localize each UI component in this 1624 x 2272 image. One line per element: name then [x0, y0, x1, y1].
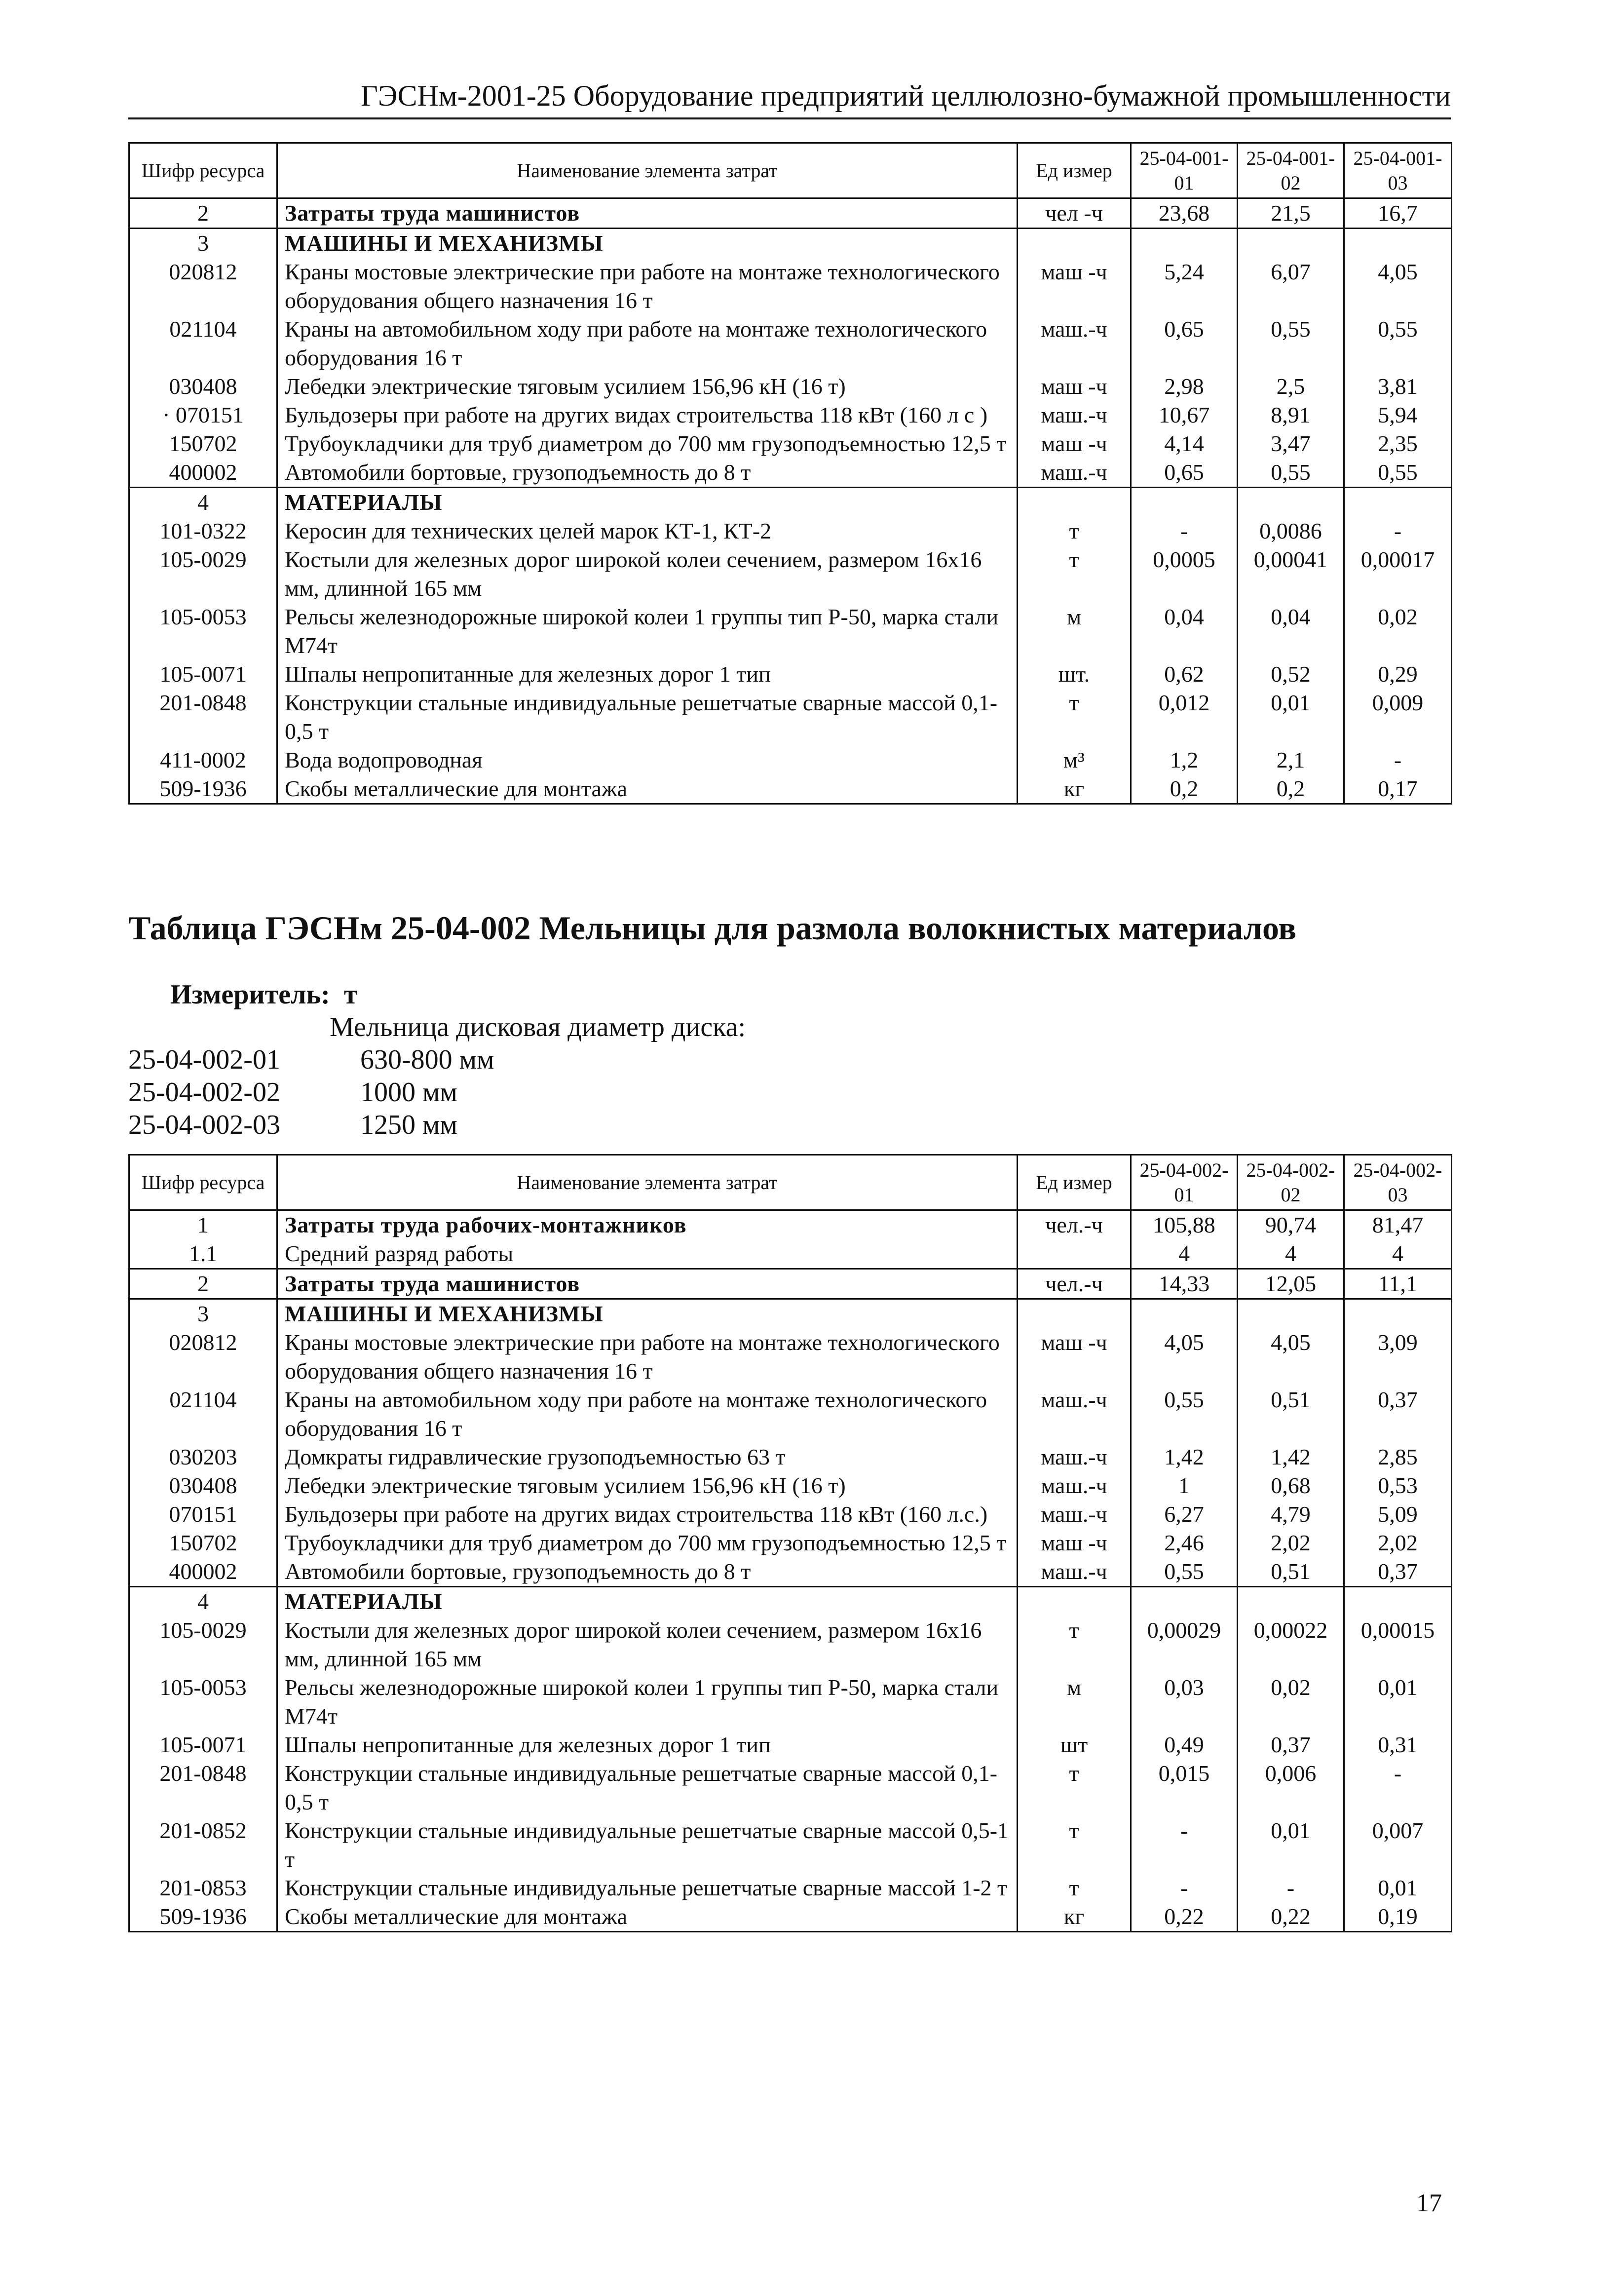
- cost-element-name-cell: Автомобили бортовые, грузоподъемность до 8 т: [277, 1557, 1018, 1587]
- resource-code-cell: 020812: [129, 258, 277, 315]
- unit-cell: чел -ч: [1018, 198, 1131, 229]
- resource-code-cell: 021104: [129, 315, 277, 372]
- norm-value-cell: [1131, 1587, 1238, 1617]
- meter-label: Измеритель:: [170, 979, 330, 1010]
- cost-element-name-cell: Трубоукладчики для труб диаметром до 700 мм грузоподъемностью 12,5 т: [277, 1529, 1018, 1557]
- cost-element-name-cell: Лебедки электрические тяговым усилием 156,96 кН (16 т): [277, 372, 1018, 401]
- norm-value-cell: 5,94: [1344, 401, 1452, 429]
- norm-value-cell: 0,65: [1131, 315, 1238, 372]
- norm-value-cell: 3,47: [1238, 429, 1344, 458]
- norm-value-cell: 1,2: [1131, 746, 1238, 774]
- col-header-norm-1: 25-04-001-01: [1131, 143, 1238, 198]
- norm-value-cell: 8,91: [1238, 401, 1344, 429]
- cost-element-name-cell: Краны мостовые электрические при работе на монтаже технологического оборудования общего назначения 16 т: [277, 258, 1018, 315]
- table-row: [129, 198, 1452, 229]
- norm-value-cell: 3,81: [1344, 372, 1452, 401]
- unit-cell: м: [1018, 603, 1131, 660]
- norm-value-cell: 4,05: [1238, 1328, 1344, 1386]
- table-row: [129, 1210, 1452, 1240]
- resource-code-cell: 030203: [129, 1443, 277, 1471]
- norm-value-cell: 0,37: [1344, 1557, 1452, 1587]
- norm-value-cell: 0,17: [1344, 774, 1452, 804]
- unit-cell: м³: [1018, 746, 1131, 774]
- cost-element-name-cell: Затраты труда машинистов: [277, 198, 1018, 229]
- norm-value-cell: 2,1: [1238, 746, 1344, 774]
- cost-element-name-cell: Вода водопроводная: [277, 746, 1018, 774]
- norm-value-cell: 105,88: [1131, 1210, 1238, 1240]
- cost-element-name-cell: Краны на автомобильном ходу при работе на монтаже технологического оборудования 16 т: [277, 1386, 1018, 1443]
- norm-value-cell: 0,00029: [1131, 1616, 1238, 1673]
- col-header-unit: Ед измер: [1018, 1155, 1131, 1210]
- norm-value-cell: -: [1344, 1759, 1452, 1816]
- unit-cell: маш -ч: [1018, 1529, 1131, 1557]
- norm-value-cell: 0,02: [1344, 603, 1452, 660]
- cost-element-name-cell: Костыли для железных дорог широкой колеи сечением, размером 16х16 мм, длинной 165 мм: [277, 545, 1018, 603]
- norm-value-cell: 0,012: [1131, 689, 1238, 746]
- table-row: [129, 1500, 1452, 1529]
- norm-value-cell: 0,68: [1238, 1471, 1344, 1500]
- norm-value-cell: 2,02: [1238, 1529, 1344, 1557]
- cost-element-name-cell: Шпалы непропитанные для железных дорог 1 тип: [277, 1731, 1018, 1759]
- table-row: [129, 1239, 1452, 1269]
- norm-value-cell: 0,02: [1238, 1673, 1344, 1731]
- variant-text: 1250 мм: [360, 1110, 457, 1140]
- cost-element-name-cell: Краны мостовые электрические при работе на монтаже технологического оборудования общего назначения 16 т: [277, 1328, 1018, 1386]
- norm-value-cell: 0,62: [1131, 660, 1238, 689]
- unit-cell: шт.: [1018, 660, 1131, 689]
- norm-value-cell: 0,2: [1238, 774, 1344, 804]
- variant-code: 25-04-002-01: [128, 1044, 280, 1075]
- cost-element-name-cell: Средний разряд работы: [277, 1239, 1018, 1269]
- variant-group-label: Мельница дисковая диаметр диска:: [330, 1012, 746, 1042]
- table-row: [129, 1328, 1452, 1386]
- table-row: [129, 1269, 1452, 1299]
- norm-value-cell: -: [1131, 1874, 1238, 1902]
- resource-code-cell: 030408: [129, 1471, 277, 1500]
- resource-code-cell: 400002: [129, 1557, 277, 1587]
- resource-code-cell: 3: [129, 229, 277, 258]
- table-row: [129, 1529, 1452, 1557]
- col-header-norm-2: 25-04-002-02: [1238, 1155, 1344, 1210]
- norm-value-cell: 0,31: [1344, 1731, 1452, 1759]
- norm-value-cell: 5,24: [1131, 258, 1238, 315]
- cost-element-name-cell: Затраты труда рабочих-монтажников: [277, 1210, 1018, 1240]
- norm-value-cell: 0,01: [1238, 1816, 1344, 1874]
- norm-value-cell: 0,19: [1344, 1902, 1452, 1932]
- norm-value-cell: [1344, 1587, 1452, 1617]
- unit-cell: [1018, 1239, 1131, 1269]
- norm-value-cell: [1344, 229, 1452, 258]
- norm-value-cell: 4,05: [1344, 258, 1452, 315]
- cost-element-name-cell: Трубоукладчики для труб диаметром до 700 мм грузоподъемностью 12,5 т: [277, 429, 1018, 458]
- norm-value-cell: 11,1: [1344, 1269, 1452, 1299]
- norm-value-cell: 0,04: [1238, 603, 1344, 660]
- cost-element-name-cell: МАТЕРИАЛЫ: [277, 1587, 1018, 1617]
- norm-value-cell: 0,22: [1131, 1902, 1238, 1932]
- norm-value-cell: 0,01: [1238, 689, 1344, 746]
- norm-value-cell: 0,55: [1131, 1557, 1238, 1587]
- cost-element-name-cell: Краны на автомобильном ходу при работе на монтаже технологического оборудования 16 т: [277, 315, 1018, 372]
- norm-value-cell: 0,00015: [1344, 1616, 1452, 1673]
- resource-code-cell: 021104: [129, 1386, 277, 1443]
- resource-code-cell: 3: [129, 1299, 277, 1329]
- norm-value-cell: 1,42: [1238, 1443, 1344, 1471]
- table-row: [129, 1386, 1452, 1443]
- variant-row: [128, 1043, 494, 1076]
- norm-value-cell: [1344, 488, 1452, 517]
- table-row: [129, 401, 1452, 429]
- cost-element-name-cell: Керосин для технических целей марок КТ-1, КТ-2: [277, 517, 1018, 545]
- unit-cell: [1018, 1587, 1131, 1617]
- norm-value-cell: 81,47: [1344, 1210, 1452, 1240]
- table-row: [129, 1587, 1452, 1617]
- resource-table-2: [128, 1154, 1452, 1932]
- resource-code-cell: 4: [129, 488, 277, 517]
- norm-value-cell: 6,07: [1238, 258, 1344, 315]
- norm-value-cell: -: [1131, 1816, 1238, 1874]
- unit-cell: чел.-ч: [1018, 1269, 1131, 1299]
- table-row: [129, 746, 1452, 774]
- norm-value-cell: 4: [1238, 1239, 1344, 1269]
- table-row: [129, 1731, 1452, 1759]
- cost-element-name-cell: Бульдозеры при работе на других видах строительства 118 кВт (160 л с ): [277, 401, 1018, 429]
- cost-element-name-cell: Конструкции стальные индивидуальные решетчатые сварные массой 0,1-0,5 т: [277, 1759, 1018, 1816]
- unit-cell: т: [1018, 1616, 1131, 1673]
- col-header-norm-1: 25-04-002-01: [1131, 1155, 1238, 1210]
- norm-value-cell: 2,35: [1344, 429, 1452, 458]
- resource-code-cell: 201-0853: [129, 1874, 277, 1902]
- unit-cell: маш.-ч: [1018, 1557, 1131, 1587]
- norm-value-cell: 4: [1344, 1239, 1452, 1269]
- unit-cell: т: [1018, 689, 1131, 746]
- cost-element-name-cell: Рельсы железнодорожные широкой колеи 1 группы тип Р-50, марка стали М74т: [277, 603, 1018, 660]
- norm-value-cell: 0,55: [1238, 458, 1344, 488]
- unit-cell: маш.-ч: [1018, 1471, 1131, 1500]
- cost-element-name-cell: Затраты труда машинистов: [277, 1269, 1018, 1299]
- norm-value-cell: 0,00041: [1238, 545, 1344, 603]
- norm-value-cell: 4,14: [1131, 429, 1238, 458]
- unit-cell: маш -ч: [1018, 1328, 1131, 1386]
- meter-unit: т: [343, 979, 358, 1010]
- norm-value-cell: 0,51: [1238, 1557, 1344, 1587]
- norm-value-cell: -: [1344, 746, 1452, 774]
- table-row: [129, 1759, 1452, 1816]
- col-header-norm-3: 25-04-002-03: [1344, 1155, 1452, 1210]
- norm-value-cell: 0,006: [1238, 1759, 1344, 1816]
- col-header-norm-3: 25-04-001-03: [1344, 143, 1452, 198]
- norm-value-cell: 0,55: [1131, 1386, 1238, 1443]
- cost-element-name-cell: Рельсы железнодорожные широкой колеи 1 группы тип Р-50, марка стали М74т: [277, 1673, 1018, 1731]
- table-row: [129, 315, 1452, 372]
- resource-code-cell: 2: [129, 1269, 277, 1299]
- table-row: [129, 258, 1452, 315]
- variant-row: [128, 1109, 494, 1141]
- norm-value-cell: [1238, 1299, 1344, 1329]
- norm-value-cell: 3,09: [1344, 1328, 1452, 1386]
- unit-cell: кг: [1018, 1902, 1131, 1932]
- resource-code-cell: 201-0848: [129, 689, 277, 746]
- resource-code-cell: 105-0029: [129, 1616, 277, 1673]
- resource-code-cell: 105-0053: [129, 603, 277, 660]
- norm-value-cell: 0,007: [1344, 1816, 1452, 1874]
- unit-cell: т: [1018, 545, 1131, 603]
- unit-cell: шт: [1018, 1731, 1131, 1759]
- meter-line: [170, 977, 357, 1012]
- norm-value-cell: [1238, 488, 1344, 517]
- norm-value-cell: 0,0005: [1131, 545, 1238, 603]
- cost-element-name-cell: Домкраты гидравлические грузоподъемностью 63 т: [277, 1443, 1018, 1471]
- variant-code: 25-04-002-02: [128, 1077, 280, 1108]
- variant-text: 630-800 мм: [360, 1044, 494, 1075]
- norm-value-cell: -: [1344, 517, 1452, 545]
- resource-code-cell: 105-0029: [129, 545, 277, 603]
- norm-value-cell: 1,42: [1131, 1443, 1238, 1471]
- table-row: [129, 660, 1452, 689]
- norm-value-cell: [1238, 229, 1344, 258]
- unit-cell: маш.-ч: [1018, 1443, 1131, 1471]
- unit-cell: маш.-ч: [1018, 1500, 1131, 1529]
- table-row: [129, 1616, 1452, 1673]
- unit-cell: т: [1018, 1816, 1131, 1874]
- norm-value-cell: 0,0086: [1238, 517, 1344, 545]
- norm-value-cell: 0,51: [1238, 1386, 1344, 1443]
- cost-element-name-cell: Бульдозеры при работе на других видах строительства 118 кВт (160 л.с.): [277, 1500, 1018, 1529]
- cost-element-name-cell: Скобы металлические для монтажа: [277, 774, 1018, 804]
- norm-value-cell: 2,98: [1131, 372, 1238, 401]
- table-row: [129, 488, 1452, 517]
- norm-value-cell: 2,46: [1131, 1529, 1238, 1557]
- cost-element-name-cell: Шпалы непропитанные для железных дорог 1 тип: [277, 660, 1018, 689]
- table-row: [129, 429, 1452, 458]
- cost-element-name-cell: Конструкции стальные индивидуальные решетчатые сварные массой 1-2 т: [277, 1874, 1018, 1902]
- resource-code-cell: 150702: [129, 429, 277, 458]
- page-number: 17: [1416, 2189, 1442, 2217]
- resource-code-cell: 201-0852: [129, 1816, 277, 1874]
- unit-cell: [1018, 1299, 1131, 1329]
- unit-cell: т: [1018, 517, 1131, 545]
- resource-code-cell: 2: [129, 198, 277, 229]
- resource-code-cell: 4: [129, 1587, 277, 1617]
- cost-element-name-cell: Костыли для железных дорог широкой колеи сечением, размером 16х16 мм, длинной 165 мм: [277, 1616, 1018, 1673]
- norm-value-cell: [1131, 229, 1238, 258]
- norm-value-cell: 0,55: [1344, 458, 1452, 488]
- norm-value-cell: [1344, 1299, 1452, 1329]
- resource-code-cell: 070151: [129, 1500, 277, 1529]
- resource-code-cell: 411-0002: [129, 746, 277, 774]
- col-header-code: Шифр ресурса: [129, 1155, 277, 1210]
- norm-value-cell: 12,05: [1238, 1269, 1344, 1299]
- variant-list: [128, 1043, 494, 1141]
- norm-value-cell: 0,55: [1344, 315, 1452, 372]
- norm-value-cell: 0,015: [1131, 1759, 1238, 1816]
- norm-value-cell: 0,37: [1238, 1731, 1344, 1759]
- cost-element-name-cell: МАТЕРИАЛЫ: [277, 488, 1018, 517]
- norm-value-cell: 0,009: [1344, 689, 1452, 746]
- norm-value-cell: 23,68: [1131, 198, 1238, 229]
- cost-element-name-cell: Конструкции стальные индивидуальные решетчатые сварные массой 0,1-0,5 т: [277, 689, 1018, 746]
- resource-code-cell: 150702: [129, 1529, 277, 1557]
- resource-code-cell: 030408: [129, 372, 277, 401]
- norm-value-cell: 0,00022: [1238, 1616, 1344, 1673]
- table-row: [129, 229, 1452, 258]
- unit-cell: т: [1018, 1874, 1131, 1902]
- table-row: [129, 774, 1452, 804]
- table-row: [129, 1557, 1452, 1587]
- table-row: [129, 1471, 1452, 1500]
- table-row: [129, 689, 1452, 746]
- norm-value-cell: -: [1238, 1874, 1344, 1902]
- resource-code-cell: 020812: [129, 1328, 277, 1386]
- table-row: [129, 1874, 1452, 1902]
- header-rule: [128, 117, 1451, 119]
- norm-value-cell: 0,55: [1238, 315, 1344, 372]
- norm-value-cell: 0,37: [1344, 1386, 1452, 1443]
- unit-cell: маш.-ч: [1018, 401, 1131, 429]
- col-header-code: Шифр ресурса: [129, 143, 277, 198]
- norm-value-cell: 14,33: [1131, 1269, 1238, 1299]
- unit-cell: кг: [1018, 774, 1131, 804]
- unit-cell: маш -ч: [1018, 372, 1131, 401]
- norm-value-cell: 4: [1131, 1239, 1238, 1269]
- resource-code-cell: · 070151: [129, 401, 277, 429]
- resource-code-cell: 105-0053: [129, 1673, 277, 1731]
- norm-value-cell: 10,67: [1131, 401, 1238, 429]
- norm-value-cell: 0,04: [1131, 603, 1238, 660]
- table-row: [129, 1443, 1452, 1471]
- running-header: ГЭСНм-2001-25 Оборудование предприятий целлюлозно-бумажной промышленности: [361, 79, 1451, 112]
- cost-element-name-cell: Лебедки электрические тяговым усилием 156,96 кН (16 т): [277, 1471, 1018, 1500]
- cost-element-name-cell: Скобы металлические для монтажа: [277, 1902, 1018, 1932]
- table-row: [129, 545, 1452, 603]
- norm-value-cell: 6,27: [1131, 1500, 1238, 1529]
- cost-element-name-cell: МАШИНЫ И МЕХАНИЗМЫ: [277, 229, 1018, 258]
- resource-code-cell: 1.1: [129, 1239, 277, 1269]
- table-row: [129, 458, 1452, 488]
- cost-element-name-cell: МАШИНЫ И МЕХАНИЗМЫ: [277, 1299, 1018, 1329]
- norm-value-cell: 16,7: [1344, 198, 1452, 229]
- resource-code-cell: 400002: [129, 458, 277, 488]
- resource-code-cell: 105-0071: [129, 1731, 277, 1759]
- norm-value-cell: 0,00017: [1344, 545, 1452, 603]
- unit-cell: маш -ч: [1018, 258, 1131, 315]
- norm-value-cell: [1238, 1587, 1344, 1617]
- resource-code-cell: 101-0322: [129, 517, 277, 545]
- norm-value-cell: [1131, 1299, 1238, 1329]
- norm-value-cell: 0,2: [1131, 774, 1238, 804]
- col-header-unit: Ед измер: [1018, 143, 1131, 198]
- resource-code-cell: 1: [129, 1210, 277, 1240]
- table-row: [129, 603, 1452, 660]
- norm-value-cell: 0,03: [1131, 1673, 1238, 1731]
- norm-value-cell: 0,29: [1344, 660, 1452, 689]
- unit-cell: маш.-ч: [1018, 315, 1131, 372]
- unit-cell: м: [1018, 1673, 1131, 1731]
- col-header-name: Наименование элемента затрат: [277, 143, 1018, 198]
- norm-value-cell: 4,05: [1131, 1328, 1238, 1386]
- resource-code-cell: 105-0071: [129, 660, 277, 689]
- variant-row: [128, 1076, 494, 1109]
- norm-value-cell: 0,65: [1131, 458, 1238, 488]
- table-row: [129, 1902, 1452, 1932]
- norm-value-cell: 0,01: [1344, 1874, 1452, 1902]
- norm-value-cell: 2,02: [1344, 1529, 1452, 1557]
- unit-cell: т: [1018, 1759, 1131, 1816]
- col-header-name: Наименование элемента затрат: [277, 1155, 1018, 1210]
- unit-cell: [1018, 229, 1131, 258]
- norm-value-cell: 21,5: [1238, 198, 1344, 229]
- norm-value-cell: 90,74: [1238, 1210, 1344, 1240]
- resource-table-1: [128, 142, 1452, 805]
- table-row: [129, 1816, 1452, 1874]
- table-row: [129, 372, 1452, 401]
- norm-value-cell: 0,52: [1238, 660, 1344, 689]
- cost-element-name-cell: Автомобили бортовые, грузоподъемность до 8 т: [277, 458, 1018, 488]
- norm-value-cell: 2,5: [1238, 372, 1344, 401]
- norm-value-cell: 5,09: [1344, 1500, 1452, 1529]
- resource-code-cell: 201-0848: [129, 1759, 277, 1816]
- resource-code-cell: 509-1936: [129, 774, 277, 804]
- table-row: [129, 1299, 1452, 1329]
- norm-value-cell: -: [1131, 517, 1238, 545]
- table-row: [129, 517, 1452, 545]
- variant-code: 25-04-002-03: [128, 1110, 280, 1140]
- unit-cell: маш.-ч: [1018, 458, 1131, 488]
- norm-value-cell: 0,22: [1238, 1902, 1344, 1932]
- norm-value-cell: 1: [1131, 1471, 1238, 1500]
- cost-element-name-cell: Конструкции стальные индивидуальные решетчатые сварные массой 0,5-1 т: [277, 1816, 1018, 1874]
- norm-value-cell: 0,01: [1344, 1673, 1452, 1731]
- resource-code-cell: 509-1936: [129, 1902, 277, 1932]
- unit-cell: маш.-ч: [1018, 1386, 1131, 1443]
- norm-value-cell: 2,85: [1344, 1443, 1452, 1471]
- norm-value-cell: [1131, 488, 1238, 517]
- unit-cell: чел.-ч: [1018, 1210, 1131, 1240]
- norm-value-cell: 0,53: [1344, 1471, 1452, 1500]
- unit-cell: маш -ч: [1018, 429, 1131, 458]
- table-row: [129, 1673, 1452, 1731]
- unit-cell: [1018, 488, 1131, 517]
- norm-value-cell: 4,79: [1238, 1500, 1344, 1529]
- col-header-norm-2: 25-04-001-02: [1238, 143, 1344, 198]
- variant-text: 1000 мм: [360, 1077, 457, 1108]
- norm-value-cell: 0,49: [1131, 1731, 1238, 1759]
- table-title: Таблица ГЭСНм 25-04-002 Мельницы для размола волокнистых материалов: [128, 909, 1297, 947]
